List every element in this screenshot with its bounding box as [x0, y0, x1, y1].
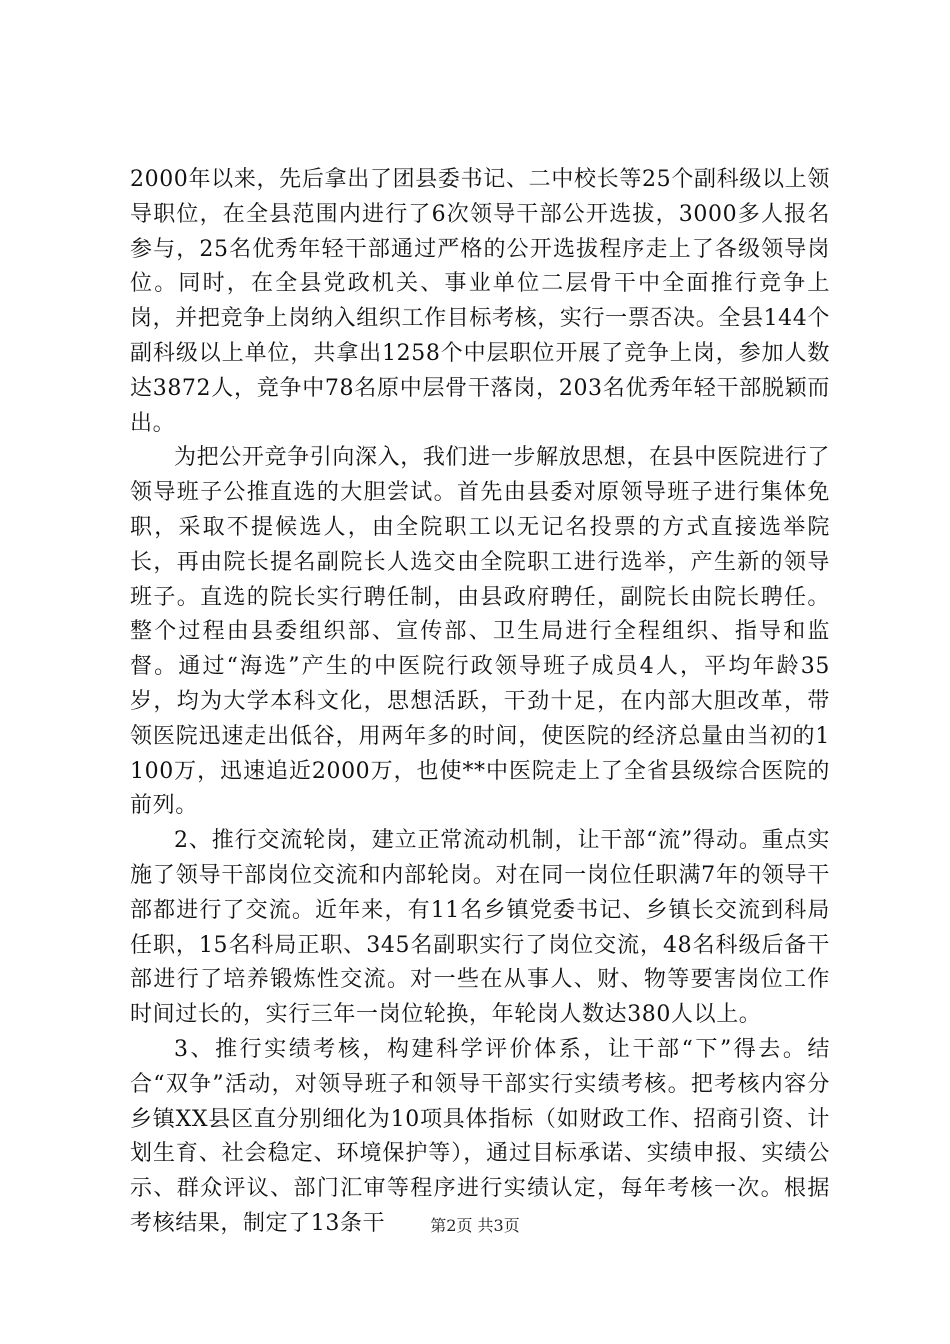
page-footer	[0, 1216, 950, 1236]
page-number: 第2页 共3页	[430, 1216, 520, 1235]
paragraph-4: 3、推行实绩考核，构建科学评价体系，让干部“下”得去。结合“双争”活动，对领导班子和领导干部实行实绩考核。把考核内容分乡镇XX县区直分别细化为10项具体指标（如财政工作、招商引资、计划生育、社会稳定、环境保护等），通过目标承诺、实绩申报、实绩公示、群众评议、部门汇审等程序进行实绩认定，每年考核一次。根据考核结果，制定了13条干	[130, 1036, 830, 1236]
paragraph-3: 2、推行交流轮岗，建立正常流动机制，让干部“流”得动。重点实施了领导干部岗位交流和内部轮岗。对在同一岗位任职满7年的领导干部都进行了交流。近年来，有11名乡镇党委书记、乡镇长交流到科局任职，15名科局正职、345名副职实行了岗位交流，48名科级后备干部进行了培养锻炼性交流。对一些在从事人、财、物等要害岗位工作时间过长的，实行三年一岗位轮换，年轮岗人数达380人以上。	[130, 828, 830, 1028]
document-body	[130, 163, 830, 1242]
paragraph-1: 2000年以来，先后拿出了团县委书记、二中校长等25个副科级以上领导职位，在全县范围内进行了6次领导干部公开选拔，3000多人报名参与，25名优秀年轻干部通过严格的公开选拔程序走上了各级领导岗位。同时，在全县党政机关、事业单位二层骨干中全面推行竞争上岗，并把竞争上岗纳入组织工作目标考核，实行一票否决。全县144个副科级以上单位，共拿出1258个中层职位开展了竞争上岗，参加人数达3872人，竞争中78名原中层骨干落岗，203名优秀年轻干部脱颖而出。	[130, 167, 830, 436]
paragraph-2: 为把公开竞争引向深入，我们进一步解放思想，在县中医院进行了领导班子公推直选的大胆尝试。首先由县委对原领导班子进行集体免职，采取不提候选人，由全院职工以无记名投票的方式直接选举院长，再由院长提名副院长人选交由全院职工进行选举，产生新的领导班子。直选的院长实行聘任制，由县政府聘任，副院长由院长聘任。整个过程由县委组织部、宣传部、卫生局进行全程组织、指导和监督。通过“海选”产生的中医院行政领导班子成员4人，平均年龄35岁，均为大学本科文化，思想活跃，干劲十足，在内部大胆改革，带领医院迅速走出低谷，用两年多的时间，使医院的经济总量由当初的1100万，迅速追近2000万，也使**中医院走上了全省县级综合医院的前列。	[130, 445, 830, 819]
